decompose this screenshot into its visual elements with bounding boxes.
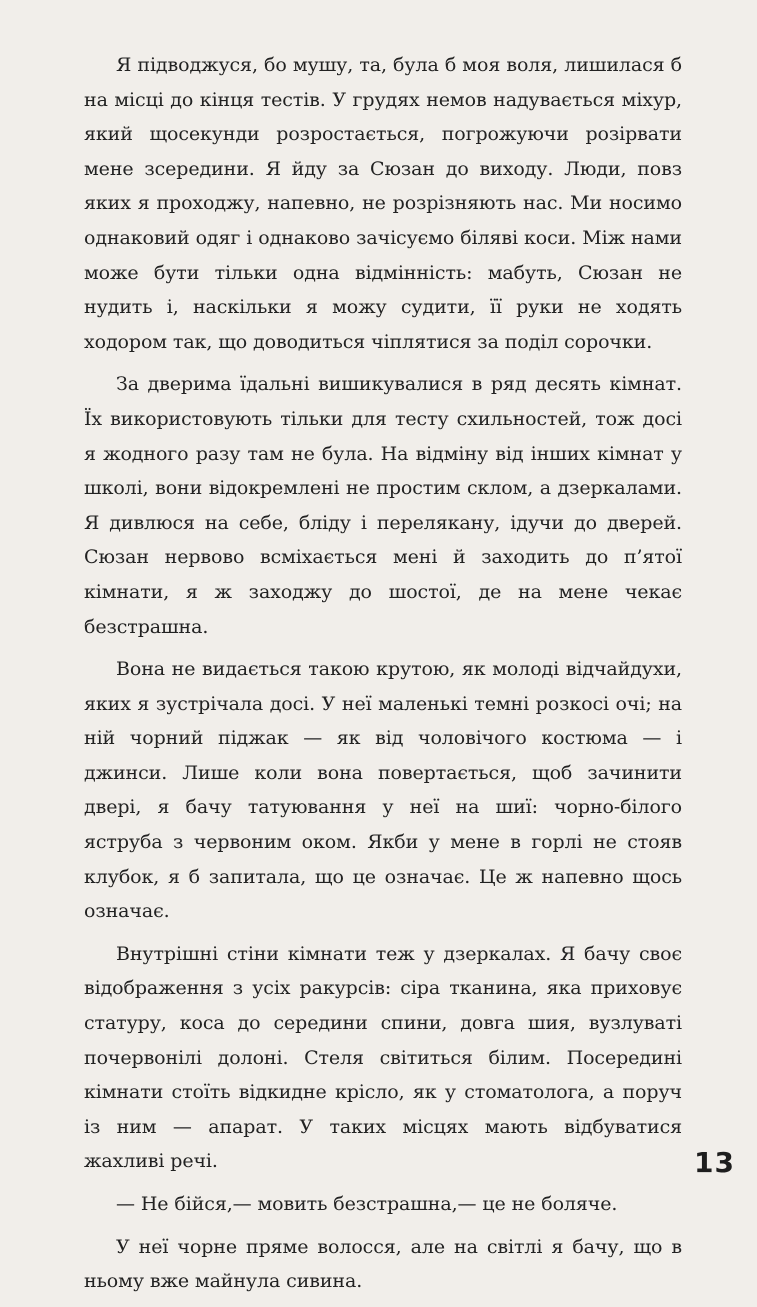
paragraph-6: У неї чорне пряме волосся, але на світлі я бачу, що в ньому вже майнула сивина.	[84, 1235, 682, 1293]
paragraph-2: За дверима їдальні вишикувалися в ряд десять кімнат. Їх використовують тільки для тесту схильностей, тож досі я жодного разу там не була. На відміну від інших кімнат у школі, вони відокремлені не простим склом, а дзеркалами. Я дивлюся на себе, бліду і перелякану, ідучи до дверей. Сюзан нервово всміхається мені й заходить до п’ятої кімнати, я ж заходжу до шостої, де на мене чекає безстрашна.	[84, 373, 682, 638]
paragraph-4: Внутрішні стіни кімнати теж у дзеркалах. Я бачу своє відображення з усіх ракурсів: сіра тканина, яка приховує статуру, коса до середини спини, довга шия, вузлуваті почервонілі долоні. Стеля світиться білим. Посередині кімнати стоїть відкидне крісло, як у стоматолога, а поруч із ним — апарат. У таких місцях мають відбуватися жахливі речі.	[84, 942, 682, 1173]
paragraph-3: Вона не видається такою крутою, як молоді відчайдухи, яких я зустрічала досі. У неї маленькі темні розкосі очі; на ній чорний піджак — як від чоловічого костюма — і джинси. Лише коли вона повертається, щоб зачинити двері, я бачу татуювання у неї на шиї: чорно-білого яструба з червоним оком. Якби у мене в горлі не стояв клубок, я б запитала, що це означає. Це ж напевно щось означає.	[84, 658, 682, 923]
body-text	[84, 48, 682, 1307]
paragraph-5: — Не бійся,— мовить безстрашна,— це не боляче.	[116, 1193, 618, 1215]
page-number: 13	[694, 1146, 735, 1179]
paragraph-1: Я підводжуся, бо мушу, та, була б моя воля, лишилася б на місці до кінця тестів. У грудях немов надувається міхур, який щосекунди розростається, погрожуючи розірвати мене зсередини. Я йду за Сюзан до виходу. Люди, повз яких я проходжу, напевно, не розрізняють нас. Ми носимо однаковий одяг і однаково зачісуємо біляві коси. Між нами може бути тільки одна відмінність: мабуть, Сюзан не нудить і, наскільки я можу судити, її руки не ходять ходором так, що доводиться чіплятися за поділ сорочки.	[84, 54, 682, 353]
